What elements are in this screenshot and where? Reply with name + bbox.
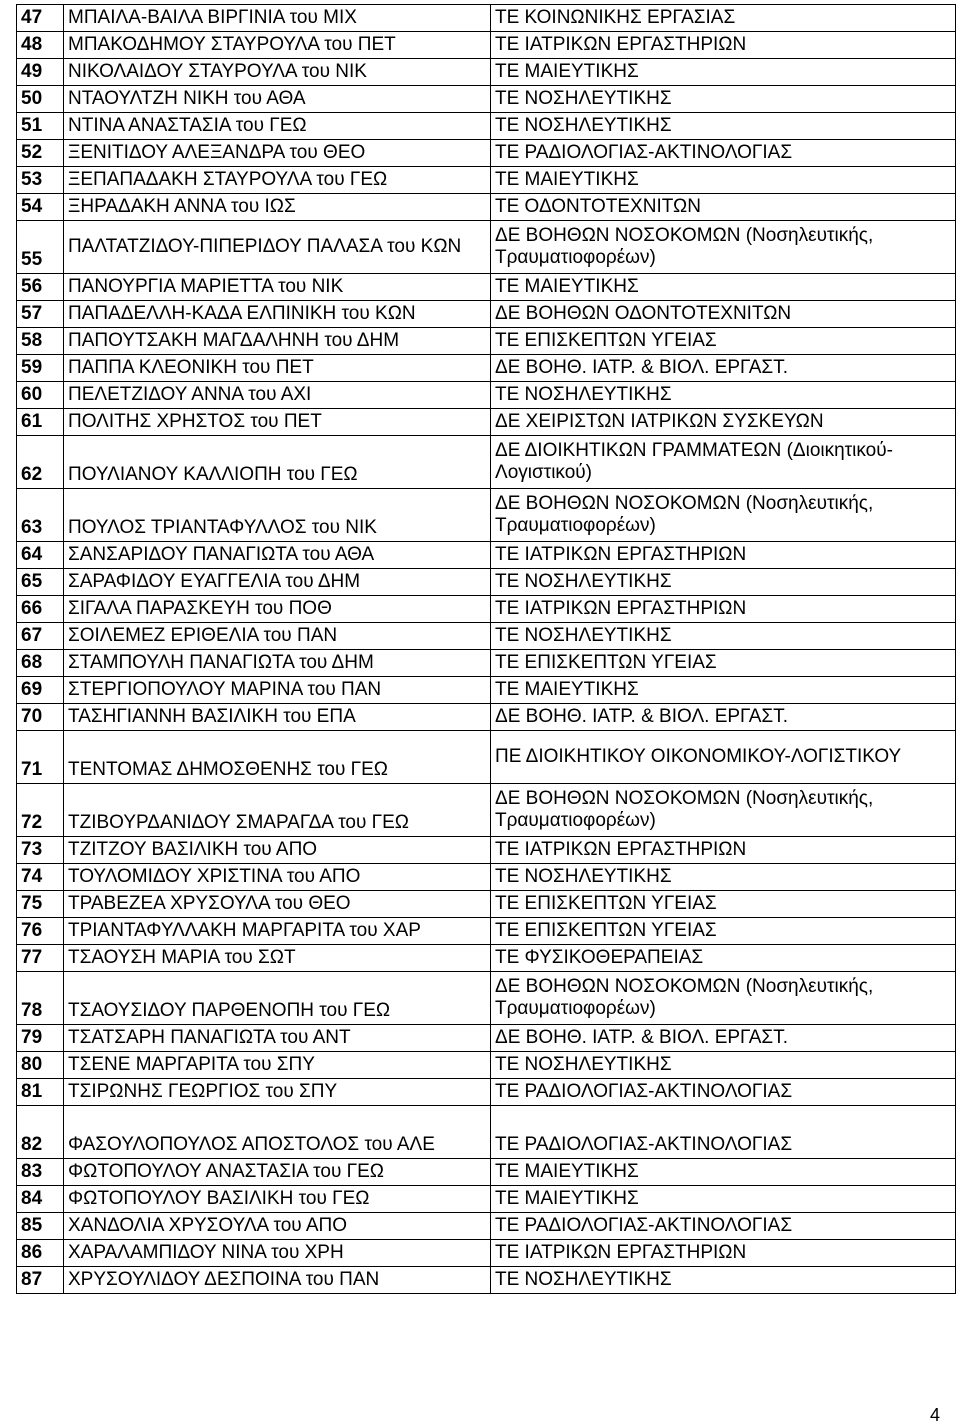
candidate-name: ΦΑΣΟΥΛΟΠΟΥΛΟΣ ΑΠΟΣΤΟΛΟΣ του ΑΛΕ: [64, 1106, 491, 1159]
candidate-name: ΣΤΑΜΠΟΥΛΗ ΠΑΝΑΓΙΩΤΑ του ΔΗΜ: [64, 650, 491, 677]
row-number: 59: [17, 355, 64, 382]
table-row: [17, 1025, 956, 1052]
specialty: ΤΕ ΝΟΣΗΛΕΥΤΙΚΗΣ: [491, 86, 956, 113]
specialty: ΤΕ ΝΟΣΗΛΕΥΤΙΚΗΣ: [491, 623, 956, 650]
candidate-name: ΤΖΙΤΖΟΥ ΒΑΣΙΛΙΚΗ του ΑΠΟ: [64, 837, 491, 864]
candidate-name: ΤΑΣΗΓΙΑΝΝΗ ΒΑΣΙΛΙΚΗ του ΕΠΑ: [64, 704, 491, 731]
table-row: [17, 1240, 956, 1267]
candidate-name: ΧΑΝΔΟΛΙΑ ΧΡΥΣΟΥΛΑ του ΑΠΟ: [64, 1213, 491, 1240]
row-number: 85: [17, 1213, 64, 1240]
candidate-name: ΠΑΠΟΥΤΣΑΚΗ ΜΑΓΔΑΛΗΝΗ του ΔΗΜ: [64, 328, 491, 355]
specialty: ΔΕ ΒΟΗΘ. ΙΑΤΡ. & ΒΙΟΛ. ΕΡΓΑΣΤ.: [491, 1025, 956, 1052]
row-number: 68: [17, 650, 64, 677]
row-number: 49: [17, 59, 64, 86]
specialty: ΔΕ ΒΟΗΘ. ΙΑΤΡ. & ΒΙΟΛ. ΕΡΓΑΣΤ.: [491, 355, 956, 382]
candidate-name: ΠΑΠΠΑ ΚΛΕΟΝΙΚΗ του ΠΕΤ: [64, 355, 491, 382]
row-number: 57: [17, 301, 64, 328]
specialty: ΤΕ ΙΑΤΡΙΚΩΝ ΕΡΓΑΣΤΗΡΙΩΝ: [491, 596, 956, 623]
table-row: [17, 59, 956, 86]
table-row: [17, 382, 956, 409]
candidate-name: ΧΡΥΣΟΥΛΙΔΟΥ ΔΕΣΠΟΙΝΑ του ΠΑΝ: [64, 1267, 491, 1294]
table-row: [17, 301, 956, 328]
specialty: ΤΕ ΝΟΣΗΛΕΥΤΙΚΗΣ: [491, 569, 956, 596]
candidate-name: ΠΑΝΟΥΡΓΙΑ ΜΑΡΙΕΤΤΑ του ΝΙΚ: [64, 274, 491, 301]
table-row: [17, 542, 956, 569]
row-number: 60: [17, 382, 64, 409]
row-number: 65: [17, 569, 64, 596]
candidates-table-body: [17, 5, 956, 1294]
row-number: 75: [17, 891, 64, 918]
row-number: 87: [17, 1267, 64, 1294]
row-number: 86: [17, 1240, 64, 1267]
candidate-name: ΠΑΠΑΔΕΛΛΗ-ΚΑΔΑ ΕΛΠΙΝΙΚΗ του ΚΩΝ: [64, 301, 491, 328]
table-row: [17, 704, 956, 731]
table-row: [17, 355, 956, 382]
specialty: ΔΕ ΒΟΗΘΩΝ ΝΟΣΟΚΟΜΩΝ (Νοσηλευτικής, Τραυματιοφορέων): [491, 489, 956, 542]
table-row: [17, 891, 956, 918]
table-row: [17, 596, 956, 623]
candidate-name: ΜΠΑΚΟΔΗΜΟΥ ΣΤΑΥΡΟΥΛΑ του ΠΕΤ: [64, 32, 491, 59]
table-row: [17, 731, 956, 784]
specialty: ΔΕ ΒΟΗΘΩΝ ΝΟΣΟΚΟΜΩΝ (Νοσηλευτικής, Τραυματιοφορέων): [491, 972, 956, 1025]
candidate-name: ΞΕΝΙΤΙΔΟΥ ΑΛΕΞΑΝΔΡΑ του ΘΕΟ: [64, 140, 491, 167]
row-number: 71: [17, 731, 64, 784]
row-number: 76: [17, 918, 64, 945]
specialty: ΤΕ ΕΠΙΣΚΕΠΤΩΝ ΥΓΕΙΑΣ: [491, 918, 956, 945]
row-number: 64: [17, 542, 64, 569]
table-row: [17, 1079, 956, 1106]
table-row: [17, 32, 956, 59]
row-number: 67: [17, 623, 64, 650]
table-row: [17, 650, 956, 677]
candidate-name: ΠΑΛΤΑΤΖΙΔΟΥ-ΠΙΠΕΡΙΔΟΥ ΠΑΛΑΣΑ του ΚΩΝ: [64, 221, 491, 274]
candidate-name: ΠΕΛΕΤΖΙΔΟΥ ΑΝΝΑ του ΑΧΙ: [64, 382, 491, 409]
specialty: ΤΕ ΜΑΙΕΥΤΙΚΗΣ: [491, 677, 956, 704]
row-number: 53: [17, 167, 64, 194]
candidate-name: ΣΟΙΛΕΜΕΖ ΕΡΙΘΕΛΙΑ του ΠΑΝ: [64, 623, 491, 650]
specialty: ΤΕ ΜΑΙΕΥΤΙΚΗΣ: [491, 1159, 956, 1186]
candidate-name: ΞΕΠΑΠΑΔΑΚΗ ΣΤΑΥΡΟΥΛΑ του ΓΕΩ: [64, 167, 491, 194]
table-row: [17, 489, 956, 542]
specialty: ΤΕ ΕΠΙΣΚΕΠΤΩΝ ΥΓΕΙΑΣ: [491, 650, 956, 677]
row-number: 80: [17, 1052, 64, 1079]
table-row: [17, 972, 956, 1025]
row-number: 47: [17, 5, 64, 32]
specialty: ΤΕ ΝΟΣΗΛΕΥΤΙΚΗΣ: [491, 1267, 956, 1294]
candidate-name: ΝΙΚΟΛΑΙΔΟΥ ΣΤΑΥΡΟΥΛΑ του ΝΙΚ: [64, 59, 491, 86]
table-row: [17, 194, 956, 221]
candidate-name: ΤΡΑΒΕΖΕΑ ΧΡΥΣΟΥΛΑ του ΘΕΟ: [64, 891, 491, 918]
table-row: [17, 864, 956, 891]
specialty: ΤΕ ΜΑΙΕΥΤΙΚΗΣ: [491, 1186, 956, 1213]
row-number: 83: [17, 1159, 64, 1186]
candidate-name: ΤΣΙΡΩΝΗΣ ΓΕΩΡΓΙΟΣ του ΣΠΥ: [64, 1079, 491, 1106]
table-row: [17, 5, 956, 32]
table-row: [17, 1159, 956, 1186]
table-row: [17, 274, 956, 301]
row-number: 58: [17, 328, 64, 355]
row-number: 72: [17, 784, 64, 837]
table-row: [17, 86, 956, 113]
row-number: 55: [17, 221, 64, 274]
table-row: [17, 1052, 956, 1079]
candidate-name: ΦΩΤΟΠΟΥΛΟΥ ΑΝΑΣΤΑΣΙΑ του ΓΕΩ: [64, 1159, 491, 1186]
candidate-name: ΧΑΡΑΛΑΜΠΙΔΟΥ ΝΙΝΑ του ΧΡΗ: [64, 1240, 491, 1267]
specialty: ΤΕ ΙΑΤΡΙΚΩΝ ΕΡΓΑΣΤΗΡΙΩΝ: [491, 837, 956, 864]
specialty: ΤΕ ΙΑΤΡΙΚΩΝ ΕΡΓΑΣΤΗΡΙΩΝ: [491, 542, 956, 569]
table-row: [17, 167, 956, 194]
table-row: [17, 140, 956, 167]
specialty: ΤΕ ΝΟΣΗΛΕΥΤΙΚΗΣ: [491, 382, 956, 409]
candidate-name: ΠΟΥΛΟΣ ΤΡΙΑΝΤΑΦΥΛΛΟΣ του ΝΙΚ: [64, 489, 491, 542]
candidate-name: ΦΩΤΟΠΟΥΛΟΥ ΒΑΣΙΛΙΚΗ του ΓΕΩ: [64, 1186, 491, 1213]
row-number: 82: [17, 1106, 64, 1159]
specialty: ΔΕ ΒΟΗΘΩΝ ΝΟΣΟΚΟΜΩΝ (Νοσηλευτικής, Τραυματιοφορέων): [491, 221, 956, 274]
row-number: 79: [17, 1025, 64, 1052]
specialty: ΤΕ ΝΟΣΗΛΕΥΤΙΚΗΣ: [491, 1052, 956, 1079]
row-number: 77: [17, 945, 64, 972]
table-row: [17, 1106, 956, 1159]
candidate-name: ΠΟΛΙΤΗΣ ΧΡΗΣΤΟΣ του ΠΕΤ: [64, 409, 491, 436]
specialty: ΤΕ ΦΥΣΙΚΟΘΕΡΑΠΕΙΑΣ: [491, 945, 956, 972]
candidate-name: ΜΠΑΙΛΑ-ΒΑΙΛΑ ΒΙΡΓΙΝΙΑ του ΜΙΧ: [64, 5, 491, 32]
candidate-name: ΣΙΓΑΛΑ ΠΑΡΑΣΚΕΥΗ του ΠΟΘ: [64, 596, 491, 623]
table-row: [17, 1186, 956, 1213]
row-number: 73: [17, 837, 64, 864]
specialty: ΤΕ ΡΑΔΙΟΛΟΓΙΑΣ-ΑΚΤΙΝΟΛΟΓΙΑΣ: [491, 1213, 956, 1240]
specialty: ΤΕ ΚΟΙΝΩΝΙΚΗΣ ΕΡΓΑΣΙΑΣ: [491, 5, 956, 32]
row-number: 48: [17, 32, 64, 59]
row-number: 74: [17, 864, 64, 891]
row-number: 61: [17, 409, 64, 436]
row-number: 66: [17, 596, 64, 623]
table-row: [17, 784, 956, 837]
candidate-name: ΝΤΙΝΑ ΑΝΑΣΤΑΣΙΑ του ΓΕΩ: [64, 113, 491, 140]
specialty: ΤΕ ΝΟΣΗΛΕΥΤΙΚΗΣ: [491, 113, 956, 140]
specialty: ΤΕ ΙΑΤΡΙΚΩΝ ΕΡΓΑΣΤΗΡΙΩΝ: [491, 32, 956, 59]
row-number: 50: [17, 86, 64, 113]
table-row: [17, 409, 956, 436]
candidate-name: ΤΣΕΝΕ ΜΑΡΓΑΡΙΤΑ του ΣΠΥ: [64, 1052, 491, 1079]
specialty: ΤΕ ΙΑΤΡΙΚΩΝ ΕΡΓΑΣΤΗΡΙΩΝ: [491, 1240, 956, 1267]
table-row: [17, 436, 956, 489]
row-number: 81: [17, 1079, 64, 1106]
specialty: ΤΕ ΝΟΣΗΛΕΥΤΙΚΗΣ: [491, 864, 956, 891]
candidate-name: ΣΑΡΑΦΙΔΟΥ ΕΥΑΓΓΕΛΙΑ του ΔΗΜ: [64, 569, 491, 596]
specialty: ΔΕ ΒΟΗΘ. ΙΑΤΡ. & ΒΙΟΛ. ΕΡΓΑΣΤ.: [491, 704, 956, 731]
row-number: 51: [17, 113, 64, 140]
specialty: ΤΕ ΜΑΙΕΥΤΙΚΗΣ: [491, 167, 956, 194]
candidates-table: [16, 4, 956, 1294]
table-row: [17, 677, 956, 704]
specialty: ΠΕ ΔΙΟΙΚΗΤΙΚΟΥ ΟΙΚΟΝΟΜΙΚΟΥ-ΛΟΓΙΣΤΙΚΟΥ: [491, 731, 956, 784]
specialty: ΔΕ ΧΕΙΡΙΣΤΩΝ ΙΑΤΡΙΚΩΝ ΣΥΣΚΕΥΩΝ: [491, 409, 956, 436]
specialty: ΤΕ ΜΑΙΕΥΤΙΚΗΣ: [491, 274, 956, 301]
row-number: 52: [17, 140, 64, 167]
specialty: ΔΕ ΒΟΗΘΩΝ ΝΟΣΟΚΟΜΩΝ (Νοσηλευτικής, Τραυματιοφορέων): [491, 784, 956, 837]
candidate-name: ΝΤΑΟΥΛΤΖΗ ΝΙΚΗ του ΑΘΑ: [64, 86, 491, 113]
page-number: 4: [930, 1405, 941, 1425]
row-number: 84: [17, 1186, 64, 1213]
table-row: [17, 328, 956, 355]
candidate-name: ΤΖΙΒΟΥΡΔΑΝΙΔΟΥ ΣΜΑΡΑΓΔΑ του ΓΕΩ: [64, 784, 491, 837]
candidate-name: ΞΗΡΑΔΑΚΗ ΑΝΝΑ του ΙΩΣ: [64, 194, 491, 221]
specialty: ΔΕ ΒΟΗΘΩΝ ΟΔΟΝΤΟΤΕΧΝΙΤΩΝ: [491, 301, 956, 328]
candidate-name: ΤΣΑΟΥΣΗ ΜΑΡΙΑ του ΣΩΤ: [64, 945, 491, 972]
row-number: 63: [17, 489, 64, 542]
candidate-name: ΤΡΙΑΝΤΑΦΥΛΛΑΚΗ ΜΑΡΓΑΡΙΤΑ του ΧΑΡ: [64, 918, 491, 945]
specialty: ΤΕ ΕΠΙΣΚΕΠΤΩΝ ΥΓΕΙΑΣ: [491, 328, 956, 355]
specialty: ΤΕ ΡΑΔΙΟΛΟΓΙΑΣ-ΑΚΤΙΝΟΛΟΓΙΑΣ: [491, 1106, 956, 1159]
candidate-name: ΤΣΑΤΣΑΡΗ ΠΑΝΑΓΙΩΤΑ του ΑΝΤ: [64, 1025, 491, 1052]
row-number: 62: [17, 436, 64, 489]
candidate-name: ΣΤΕΡΓΙΟΠΟΥΛΟΥ ΜΑΡΙΝΑ του ΠΑΝ: [64, 677, 491, 704]
candidate-name: ΠΟΥΛΙΑΝΟΥ ΚΑΛΛΙΟΠΗ του ΓΕΩ: [64, 436, 491, 489]
specialty: ΤΕ ΟΔΟΝΤΟΤΕΧΝΙΤΩΝ: [491, 194, 956, 221]
candidate-name: ΣΑΝΣΑΡΙΔΟΥ ΠΑΝΑΓΙΩΤΑ του ΑΘΑ: [64, 542, 491, 569]
specialty: ΤΕ ΡΑΔΙΟΛΟΓΙΑΣ-ΑΚΤΙΝΟΛΟΓΙΑΣ: [491, 140, 956, 167]
candidate-name: ΤΣΑΟΥΣΙΔΟΥ ΠΑΡΘΕΝΟΠΗ του ΓΕΩ: [64, 972, 491, 1025]
table-row: [17, 945, 956, 972]
table-row: [17, 623, 956, 650]
candidate-name: ΤΟΥΛΟΜΙΔΟΥ ΧΡΙΣΤΙΝΑ του ΑΠΟ: [64, 864, 491, 891]
specialty: ΔΕ ΔΙΟΙΚΗΤΙΚΩΝ ΓΡΑΜΜΑΤΕΩΝ (Διοικητικού-Λογιστικού): [491, 436, 956, 489]
table-row: [17, 918, 956, 945]
row-number: 78: [17, 972, 64, 1025]
specialty: ΤΕ ΜΑΙΕΥΤΙΚΗΣ: [491, 59, 956, 86]
table-row: [17, 1267, 956, 1294]
table-row: [17, 569, 956, 596]
table-row: [17, 113, 956, 140]
specialty: ΤΕ ΡΑΔΙΟΛΟΓΙΑΣ-ΑΚΤΙΝΟΛΟΓΙΑΣ: [491, 1079, 956, 1106]
table-row: [17, 837, 956, 864]
table-row: [17, 1213, 956, 1240]
row-number: 69: [17, 677, 64, 704]
candidate-name: ΤΕΝΤΟΜΑΣ ΔΗΜΟΣΘΕΝΗΣ του ΓΕΩ: [64, 731, 491, 784]
row-number: 56: [17, 274, 64, 301]
row-number: 70: [17, 704, 64, 731]
table-row: [17, 221, 956, 274]
row-number: 54: [17, 194, 64, 221]
specialty: ΤΕ ΕΠΙΣΚΕΠΤΩΝ ΥΓΕΙΑΣ: [491, 891, 956, 918]
